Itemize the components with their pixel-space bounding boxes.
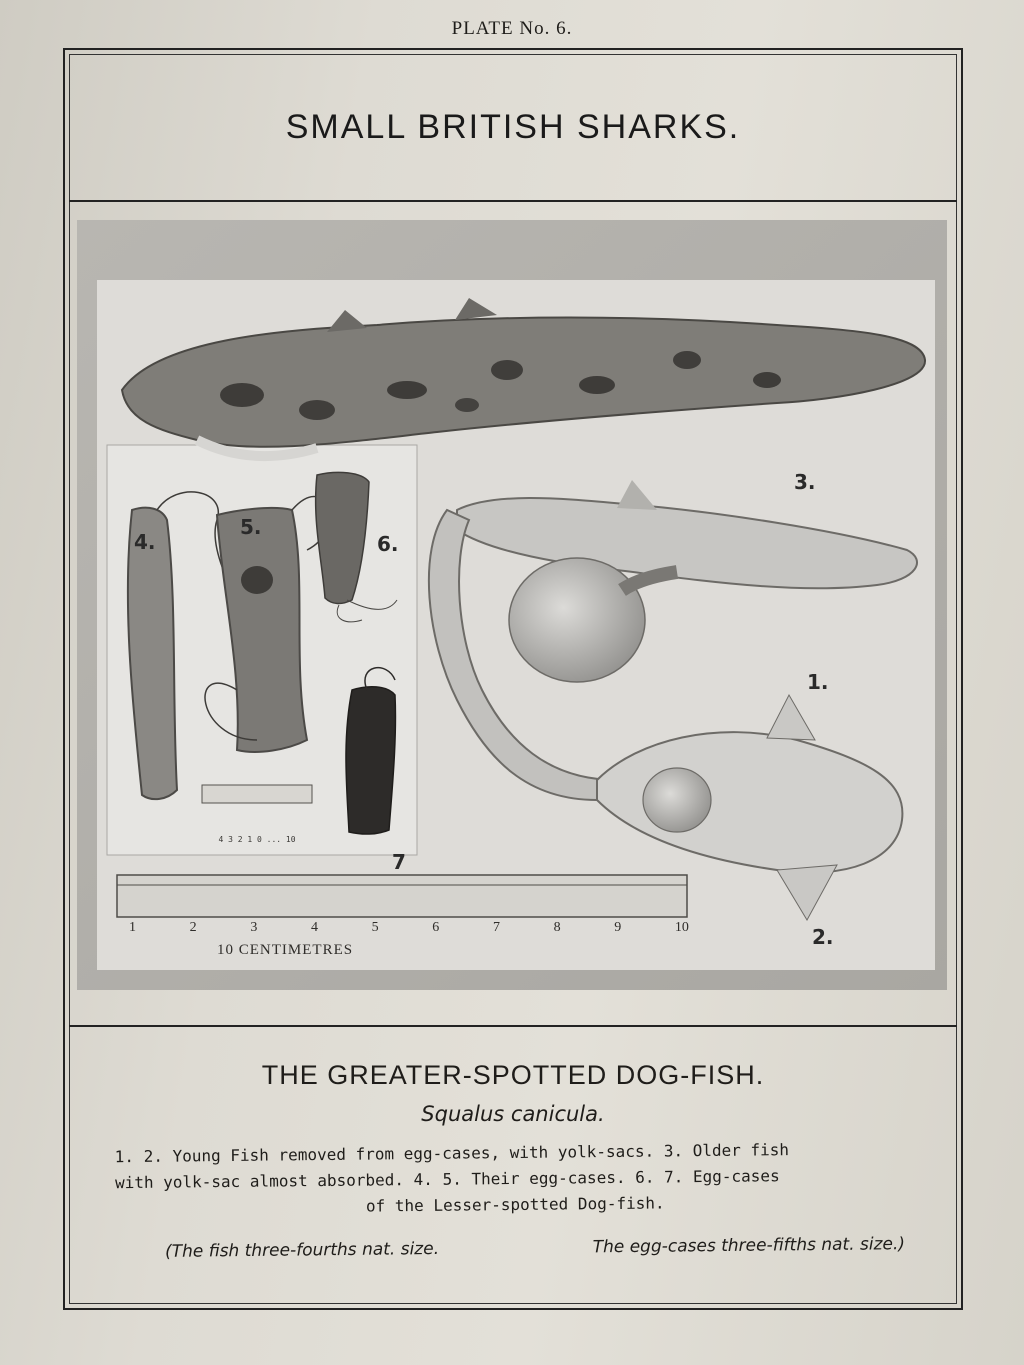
specimen-illustration [77, 220, 947, 990]
ruler-tick-8: 8 [553, 920, 561, 935]
plate-number: PLATE No. 6. [451, 18, 573, 39]
ruler-caption: 10 CENTIMETRES [217, 942, 354, 958]
plate-description [115, 1136, 916, 1222]
label-5: 5. [240, 515, 262, 539]
ruler-numbers [129, 920, 689, 936]
ruler-tick-9: 9 [614, 920, 622, 935]
label-7: 7 [392, 850, 406, 874]
specimen-photograph [77, 220, 947, 990]
egg-case-7 [346, 668, 395, 834]
ruler-tick-2: 2 [189, 920, 197, 935]
small-ruler [202, 785, 312, 803]
ruler-tick-6: 6 [432, 920, 440, 935]
ruler-tick-4: 4 [310, 920, 318, 935]
description-line-3: of the Lesser-spotted Dog-fish. [365, 1193, 665, 1216]
ruler-tick-3: 3 [250, 920, 258, 935]
scientific-name: Squalus canicula. [421, 1102, 605, 1126]
small-ruler-marks: 4 3 2 1 0 ... 10 [218, 835, 296, 844]
centimetre-ruler [117, 875, 687, 917]
description-line-2: with yolk-sac almost absorbed. 4. 5. Their egg-cases. 6. 7. Egg-cases [114, 1166, 780, 1193]
title-divider [69, 200, 957, 202]
scale-egg-cases: The egg-cases three-fifths nat. size.) [592, 1234, 906, 1258]
label-4: 4. [134, 530, 156, 554]
ruler-tick-10: 10 [674, 920, 689, 935]
scale-fish: (The fish three-fourths nat. size. [164, 1239, 440, 1262]
label-6: 6. [377, 532, 399, 556]
label-1: 1. [807, 670, 829, 694]
plate-title: SMALL BRITISH SHARKS. [285, 108, 741, 146]
ruler-tick-1: 1 [129, 920, 136, 935]
plate-frame [63, 48, 963, 1310]
description-line-1: 1. 2. Young Fish removed from egg-cases, with yolk-sacs. 3. Older fish [114, 1140, 790, 1167]
caption-divider [69, 1025, 957, 1027]
label-3: 3. [794, 470, 816, 494]
species-heading: THE GREATER-SPOTTED DOG-FISH. [261, 1060, 765, 1090]
ruler-tick-5: 5 [371, 920, 379, 935]
label-2: 2. [812, 925, 834, 949]
ruler-tick-7: 7 [492, 920, 500, 935]
